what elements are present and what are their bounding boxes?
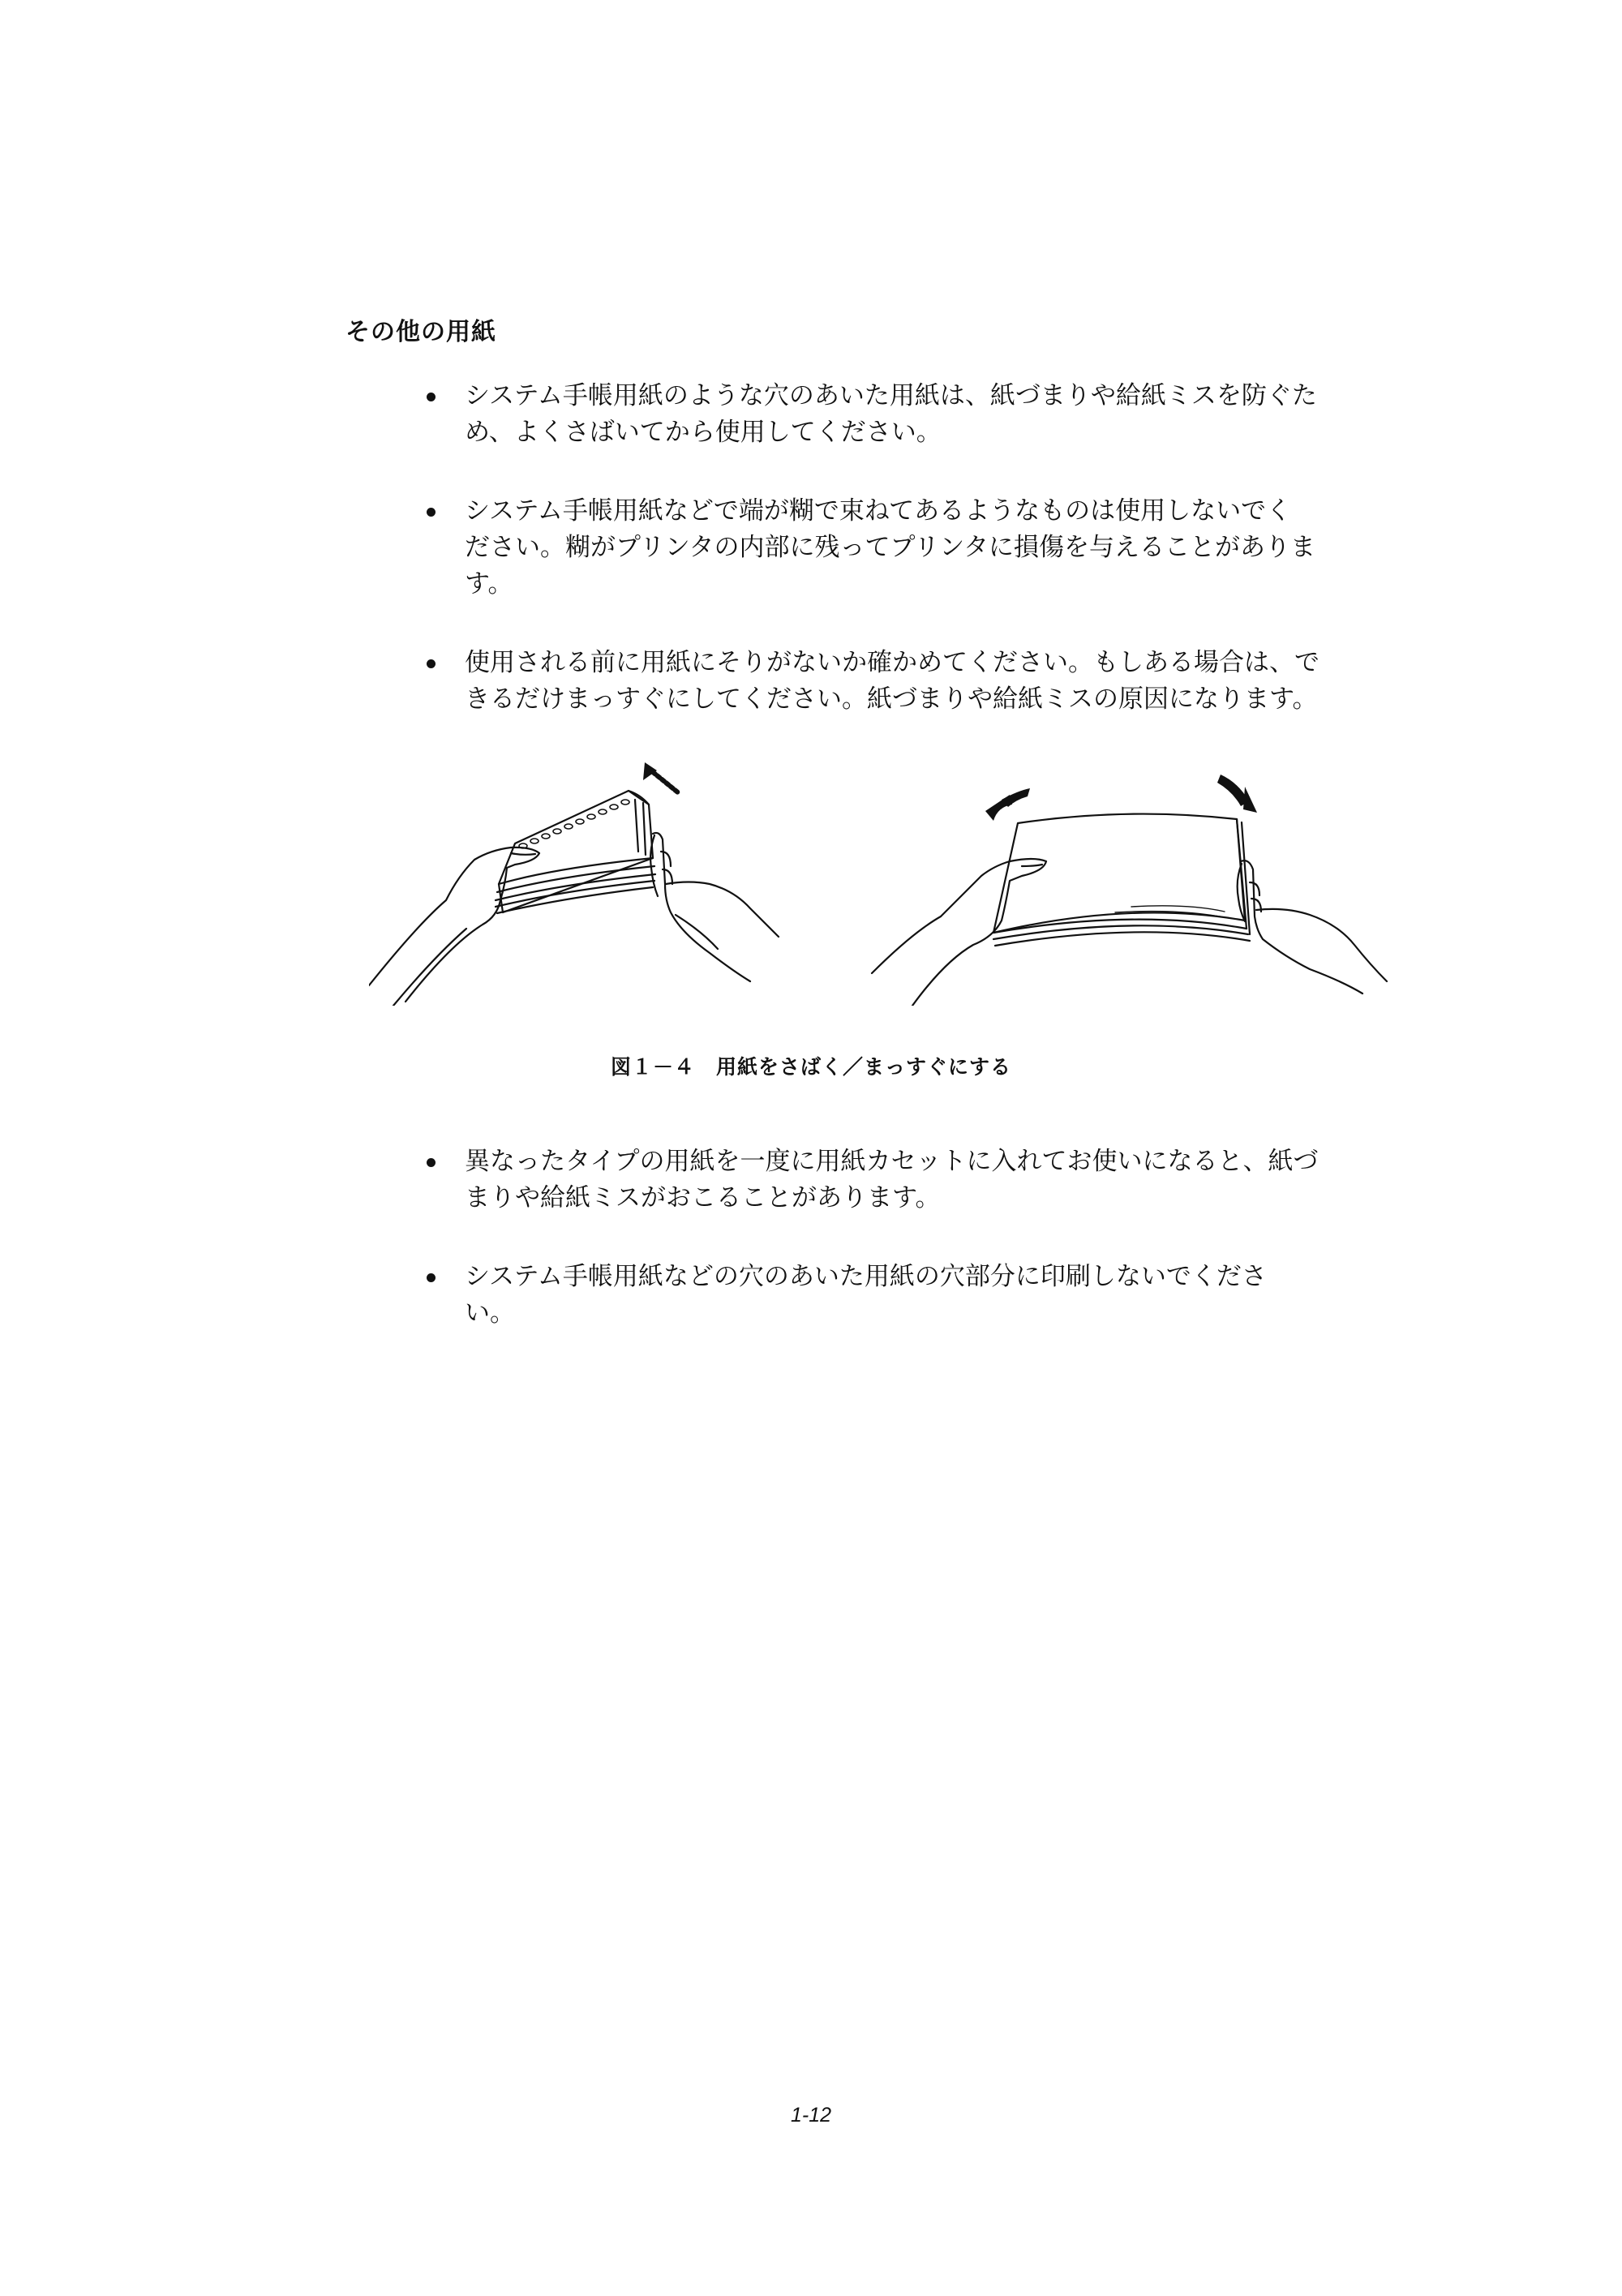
section-heading: その他の用紙	[345, 318, 496, 346]
figure-caption: 図１－４ 用紙をさばく／まっすぐにする	[610, 1055, 1011, 1079]
bullet-item	[422, 645, 1387, 718]
bullet-list-lower	[422, 1144, 1387, 1374]
straighten-paper-illustration	[872, 775, 1387, 1006]
bullet-line: システム手帳用紙などの穴のあいた用紙の穴部分に印刷しないでくださ	[465, 1262, 1267, 1291]
bullet-line: す。	[465, 569, 513, 599]
page-number: 1-12	[790, 2104, 832, 2126]
bullet-icon	[427, 659, 436, 668]
bullet-line: め、よくさばいてから使用してください。	[465, 418, 942, 447]
bullet-line: きるだけまっすぐにしてください。紙づまりや給紙ミスの原因になります。	[465, 685, 1318, 714]
bullet-item	[422, 378, 1387, 451]
bullet-icon	[427, 508, 436, 517]
bullet-line: 異なったタイプの用紙を一度に用紙カセットに入れてお使いになると、紙づ	[465, 1147, 1319, 1176]
bullet-item	[422, 1144, 1387, 1217]
fan-paper-illustration	[369, 762, 779, 1006]
bullet-icon	[427, 1158, 436, 1167]
bullet-icon	[427, 1273, 436, 1282]
bullet-list-upper	[422, 378, 1387, 760]
bullet-icon	[427, 393, 436, 401]
bullet-line: システム手帳用紙のような穴のあいた用紙は、紙づまりや給紙ミスを防ぐた	[465, 381, 1317, 410]
bullet-line: まりや給紙ミスがおこることがあります。	[465, 1183, 941, 1212]
bullet-line: システム手帳用紙などで端が糊で束ねてあるようなものは使用しないでく	[465, 496, 1292, 526]
paper-handling-illustration	[369, 762, 1391, 1006]
bullet-line: ださい。糊がプリンタの内部に残ってプリンタに損傷を与えることがありま	[465, 533, 1316, 562]
bullet-line: い。	[465, 1298, 515, 1328]
bullet-line: 使用される前に用紙にそりがないか確かめてください。もしある場合は、で	[465, 648, 1319, 677]
bullet-item	[422, 493, 1387, 603]
bullet-item	[422, 1259, 1387, 1332]
